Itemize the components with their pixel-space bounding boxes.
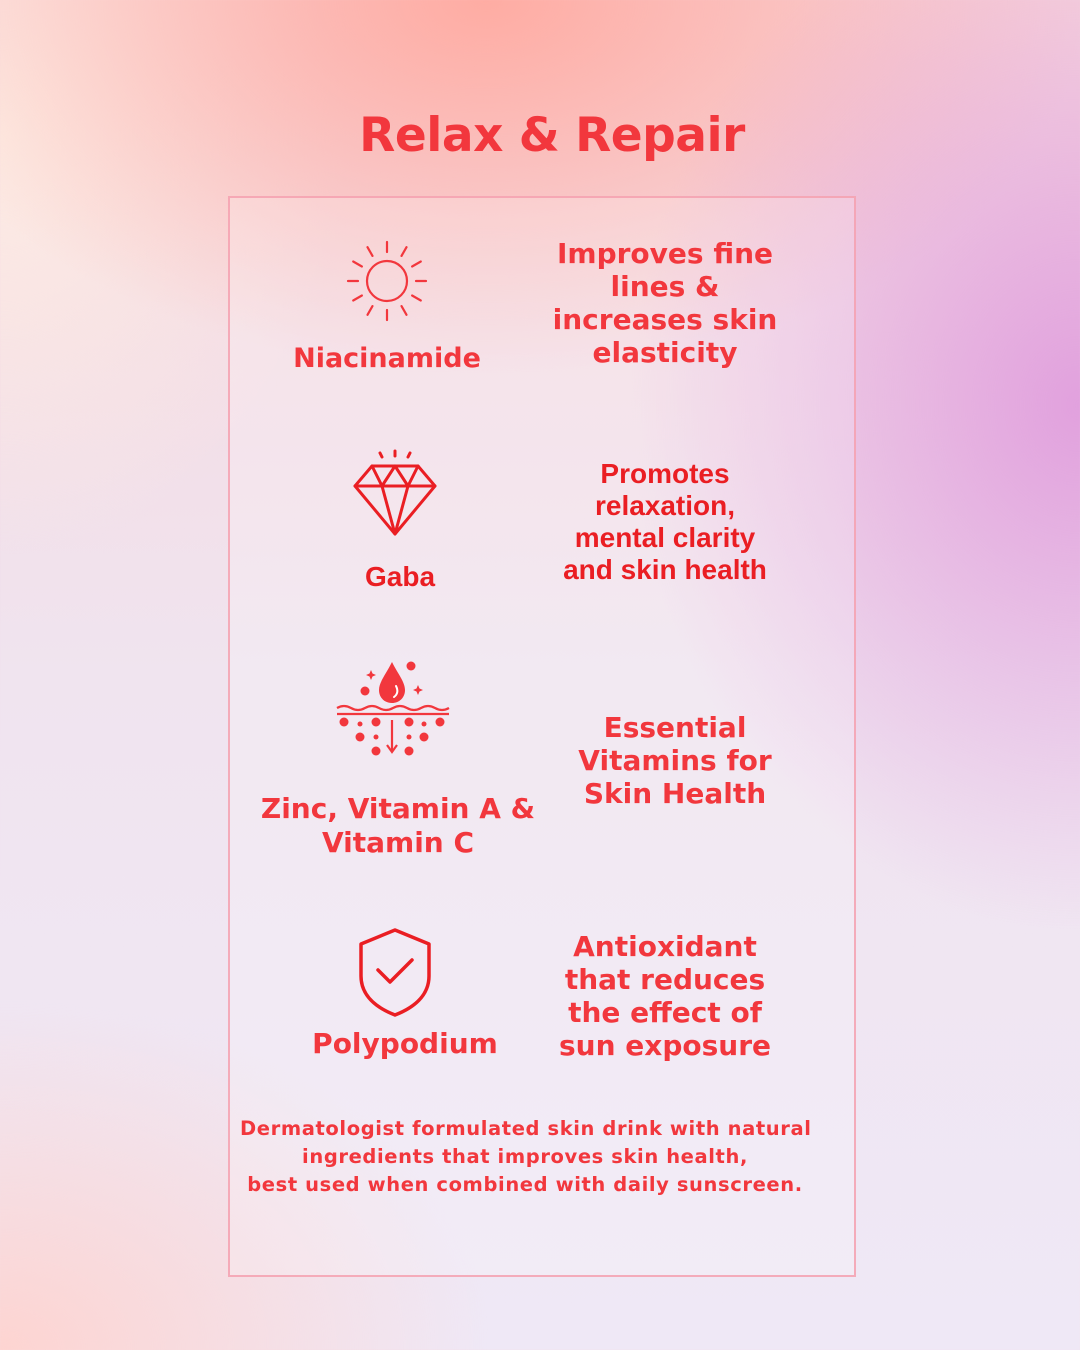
ingredient-name: Zinc, Vitamin A & Vitamin C: [260, 792, 536, 859]
page-title: Relax & Repair: [359, 108, 745, 163]
ingredient-benefit: Improves fine lines & increases skin elasticity: [552, 237, 778, 369]
ingredient-benefit: Antioxidant that reduces the effect of sun exposure: [558, 930, 771, 1062]
sun-icon: [344, 238, 430, 324]
shield-check-icon: [355, 926, 435, 1020]
footnote: [240, 1115, 810, 1199]
ingredient-benefit: Promotes relaxation, mental clarity and skin health: [563, 458, 767, 585]
water-drop-skin-icon: [334, 660, 452, 760]
ingredient-name: Polypodium: [312, 1027, 498, 1060]
diamond-icon: [352, 448, 438, 540]
ingredient-name: Gaba: [364, 561, 436, 592]
footnote-line: best used when combined with daily sunscreen.: [247, 1173, 803, 1196]
ingredient-benefit: Essential Vitamins for Skin Health: [578, 711, 772, 810]
footnote-line: ingredients that improves skin health,: [302, 1145, 748, 1168]
ingredient-name: Niacinamide: [293, 343, 481, 374]
footnote-line: Dermatologist formulated skin drink with natural: [240, 1117, 812, 1140]
